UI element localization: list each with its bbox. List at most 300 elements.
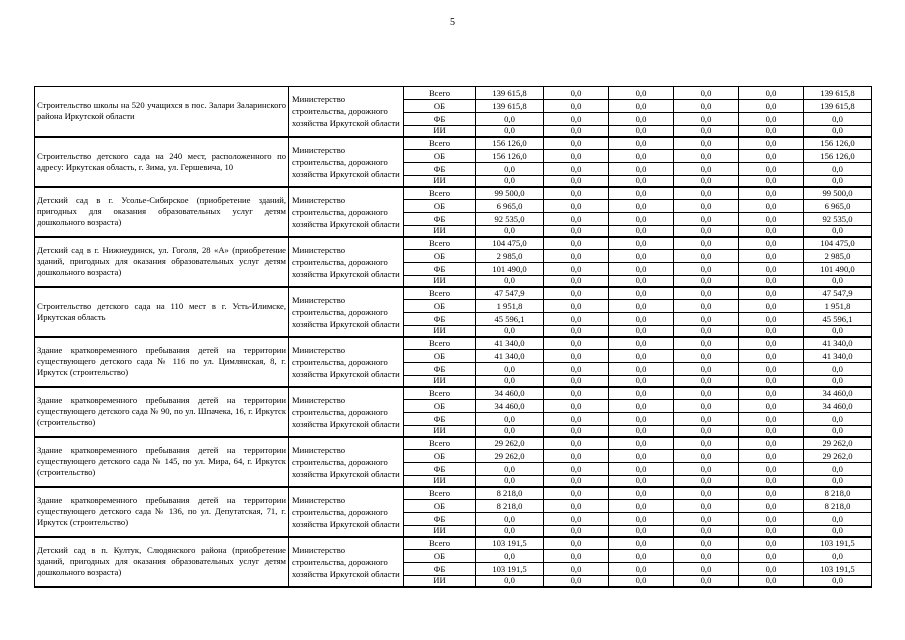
project-name-cell: Здание кратковременного пребывания детей на территории существующего детского сада № 145, по ул. Мира, 64, г. Иркутск (строительство) (35, 437, 289, 487)
total-value-cell: 0,0 (804, 363, 872, 376)
total-value-cell: 103 191,5 (804, 537, 872, 550)
value-cell: 0,0 (674, 237, 739, 250)
value-cell: 0,0 (476, 113, 544, 126)
value-cell: 0,0 (674, 537, 739, 550)
value-cell: 0,0 (674, 576, 739, 587)
total-value-cell: 0,0 (804, 326, 872, 337)
value-cell: 0,0 (544, 350, 609, 363)
funding-source-cell: Всего (404, 437, 476, 450)
value-cell: 0,0 (609, 200, 674, 213)
value-cell: 0,0 (674, 263, 739, 276)
value-cell: 0,0 (609, 537, 674, 550)
value-cell: 0,0 (544, 113, 609, 126)
total-value-cell: 0,0 (804, 113, 872, 126)
funding-source-cell: ФБ (404, 513, 476, 526)
value-cell: 0,0 (674, 163, 739, 176)
value-cell: 0,0 (544, 437, 609, 450)
project-group (35, 287, 872, 337)
value-cell: 0,0 (739, 187, 804, 200)
value-cell: 0,0 (544, 376, 609, 387)
value-cell: 0,0 (674, 187, 739, 200)
funding-source-cell: ФБ (404, 363, 476, 376)
executor-cell: Министерство строительства, дорожного хозяйства Иркутской области (289, 387, 404, 437)
funding-source-cell: ОБ (404, 400, 476, 413)
value-cell: 8 218,0 (476, 487, 544, 500)
total-value-cell: 0,0 (804, 226, 872, 237)
value-cell: 103 191,5 (476, 563, 544, 576)
value-cell: 0,0 (476, 363, 544, 376)
value-cell: 41 340,0 (476, 337, 544, 350)
value-cell: 0,0 (544, 363, 609, 376)
value-cell: 0,0 (544, 400, 609, 413)
executor-cell: Министерство строительства, дорожного хозяйства Иркутской области (289, 437, 404, 487)
funding-source-cell: ОБ (404, 150, 476, 163)
value-cell: 0,0 (739, 137, 804, 150)
value-cell: 0,0 (674, 213, 739, 226)
value-cell: 0,0 (609, 87, 674, 100)
value-cell: 0,0 (674, 476, 739, 487)
value-cell: 0,0 (544, 263, 609, 276)
value-cell: 0,0 (609, 463, 674, 476)
table-row (35, 137, 872, 150)
total-value-cell: 92 535,0 (804, 213, 872, 226)
value-cell: 45 596,1 (476, 313, 544, 326)
project-group (35, 387, 872, 437)
value-cell: 0,0 (609, 550, 674, 563)
funding-source-cell: ИИ (404, 376, 476, 387)
value-cell: 0,0 (739, 400, 804, 413)
funding-source-cell: ФБ (404, 313, 476, 326)
value-cell: 0,0 (739, 437, 804, 450)
value-cell: 99 500,0 (476, 187, 544, 200)
value-cell: 0,0 (739, 550, 804, 563)
total-value-cell: 1 951,8 (804, 300, 872, 313)
total-value-cell: 34 460,0 (804, 400, 872, 413)
funding-source-cell: ОБ (404, 250, 476, 263)
value-cell: 0,0 (739, 287, 804, 300)
value-cell: 0,0 (609, 187, 674, 200)
value-cell: 0,0 (674, 126, 739, 137)
value-cell: 0,0 (609, 476, 674, 487)
value-cell: 0,0 (544, 87, 609, 100)
total-value-cell: 0,0 (804, 426, 872, 437)
value-cell: 0,0 (739, 363, 804, 376)
value-cell: 0,0 (739, 463, 804, 476)
value-cell: 0,0 (609, 376, 674, 387)
value-cell: 47 547,9 (476, 287, 544, 300)
value-cell: 0,0 (674, 150, 739, 163)
value-cell: 0,0 (674, 337, 739, 350)
value-cell: 0,0 (544, 126, 609, 137)
value-cell: 0,0 (739, 276, 804, 287)
value-cell: 0,0 (739, 513, 804, 526)
value-cell: 0,0 (544, 426, 609, 437)
budget-table (34, 86, 872, 588)
value-cell: 0,0 (476, 426, 544, 437)
value-cell: 0,0 (739, 500, 804, 513)
value-cell: 0,0 (739, 100, 804, 113)
table-row (35, 287, 872, 300)
funding-source-cell: ОБ (404, 350, 476, 363)
funding-source-cell: ФБ (404, 563, 476, 576)
value-cell: 0,0 (674, 87, 739, 100)
total-value-cell: 103 191,5 (804, 563, 872, 576)
value-cell: 0,0 (609, 487, 674, 500)
value-cell: 0,0 (609, 126, 674, 137)
table-row (35, 537, 872, 550)
value-cell: 0,0 (739, 150, 804, 163)
value-cell: 0,0 (674, 137, 739, 150)
value-cell: 0,0 (609, 300, 674, 313)
value-cell: 0,0 (476, 376, 544, 387)
value-cell: 0,0 (674, 113, 739, 126)
total-value-cell: 47 547,9 (804, 287, 872, 300)
funding-source-cell: ФБ (404, 413, 476, 426)
value-cell: 156 126,0 (476, 150, 544, 163)
table-row (35, 337, 872, 350)
value-cell: 0,0 (674, 350, 739, 363)
value-cell: 0,0 (739, 87, 804, 100)
value-cell: 101 490,0 (476, 263, 544, 276)
total-value-cell: 0,0 (804, 413, 872, 426)
value-cell: 0,0 (739, 487, 804, 500)
value-cell: 0,0 (609, 350, 674, 363)
value-cell: 0,0 (739, 526, 804, 537)
value-cell: 0,0 (476, 163, 544, 176)
project-group (35, 87, 872, 137)
value-cell: 0,0 (544, 387, 609, 400)
value-cell: 0,0 (674, 200, 739, 213)
value-cell: 0,0 (674, 513, 739, 526)
funding-source-cell: Всего (404, 537, 476, 550)
value-cell: 0,0 (476, 526, 544, 537)
value-cell: 0,0 (674, 463, 739, 476)
project-name-cell: Детский сад в г. Усолье-Сибирское (приобретение зданий, пригодных для оказания образовательных услуг детям дошкольного возраста) (35, 187, 289, 237)
value-cell: 0,0 (739, 576, 804, 587)
value-cell: 0,0 (739, 313, 804, 326)
total-value-cell: 156 126,0 (804, 150, 872, 163)
value-cell: 0,0 (609, 137, 674, 150)
total-value-cell: 99 500,0 (804, 187, 872, 200)
value-cell: 0,0 (544, 100, 609, 113)
value-cell: 0,0 (544, 413, 609, 426)
value-cell: 0,0 (739, 476, 804, 487)
value-cell: 0,0 (739, 413, 804, 426)
project-name-cell: Детский сад в г. Нижнеудинск, ул. Гоголя, 28 «А» (приобретение зданий, пригодных для оказания образовательных услуг детям дошкольного возраста) (35, 237, 289, 287)
executor-cell: Министерство строительства, дорожного хозяйства Иркутской области (289, 337, 404, 387)
total-value-cell: 156 126,0 (804, 137, 872, 150)
value-cell: 0,0 (739, 113, 804, 126)
project-group (35, 537, 872, 587)
funding-source-cell: Всего (404, 487, 476, 500)
value-cell: 0,0 (544, 163, 609, 176)
value-cell: 0,0 (674, 276, 739, 287)
funding-source-cell: Всего (404, 237, 476, 250)
value-cell: 0,0 (674, 300, 739, 313)
value-cell: 0,0 (674, 550, 739, 563)
project-group (35, 337, 872, 387)
funding-source-cell: ФБ (404, 163, 476, 176)
value-cell: 0,0 (739, 250, 804, 263)
funding-source-cell: Всего (404, 387, 476, 400)
total-value-cell: 8 218,0 (804, 500, 872, 513)
value-cell: 0,0 (476, 413, 544, 426)
project-group (35, 187, 872, 237)
value-cell: 0,0 (544, 537, 609, 550)
value-cell: 0,0 (609, 313, 674, 326)
value-cell: 0,0 (739, 213, 804, 226)
value-cell: 0,0 (609, 450, 674, 463)
value-cell: 0,0 (609, 287, 674, 300)
value-cell: 0,0 (476, 476, 544, 487)
value-cell: 0,0 (674, 526, 739, 537)
value-cell: 2 985,0 (476, 250, 544, 263)
project-name-cell: Здание кратковременного пребывания детей на территории существующего детского сада № 116 по ул. Цимлянская, 8, г. Иркутск (строительство) (35, 337, 289, 387)
value-cell: 0,0 (544, 200, 609, 213)
value-cell: 0,0 (544, 287, 609, 300)
funding-source-cell: ИИ (404, 476, 476, 487)
value-cell: 0,0 (544, 213, 609, 226)
value-cell: 0,0 (544, 487, 609, 500)
value-cell: 0,0 (609, 263, 674, 276)
value-cell: 0,0 (674, 563, 739, 576)
page-number: 5 (450, 17, 455, 28)
value-cell: 0,0 (476, 513, 544, 526)
value-cell: 0,0 (609, 437, 674, 450)
value-cell: 0,0 (544, 337, 609, 350)
funding-source-cell: ИИ (404, 176, 476, 187)
value-cell: 0,0 (609, 426, 674, 437)
project-name-cell: Здание кратковременного пребывания детей на территории существующего детского сада № 136, по ул. Депутатская, 71, г. Иркутск (строительство) (35, 487, 289, 537)
project-name-cell: Строительство детского сада на 240 мест, расположенного по адресу: Иркутская область, г. Зима, ул. Гершевича, 10 (35, 137, 289, 187)
value-cell: 0,0 (609, 176, 674, 187)
total-value-cell: 29 262,0 (804, 437, 872, 450)
table-row (35, 187, 872, 200)
value-cell: 0,0 (739, 200, 804, 213)
value-cell: 0,0 (544, 313, 609, 326)
total-value-cell: 34 460,0 (804, 387, 872, 400)
value-cell: 0,0 (609, 513, 674, 526)
funding-source-cell: ФБ (404, 213, 476, 226)
total-value-cell: 104 475,0 (804, 237, 872, 250)
executor-cell: Министерство строительства, дорожного хозяйства Иркутской области (289, 87, 404, 137)
value-cell: 92 535,0 (476, 213, 544, 226)
funding-source-cell: ИИ (404, 426, 476, 437)
funding-source-cell: ОБ (404, 450, 476, 463)
funding-source-cell: Всего (404, 187, 476, 200)
funding-source-cell: ОБ (404, 550, 476, 563)
value-cell: 104 475,0 (476, 237, 544, 250)
total-value-cell: 139 615,8 (804, 87, 872, 100)
funding-source-cell: Всего (404, 337, 476, 350)
value-cell: 0,0 (476, 326, 544, 337)
table-row (35, 437, 872, 450)
value-cell: 0,0 (674, 387, 739, 400)
value-cell: 0,0 (674, 100, 739, 113)
executor-cell: Министерство строительства, дорожного хозяйства Иркутской области (289, 137, 404, 187)
funding-source-cell: ОБ (404, 500, 476, 513)
value-cell: 0,0 (674, 313, 739, 326)
funding-source-cell: ИИ (404, 276, 476, 287)
value-cell: 0,0 (674, 450, 739, 463)
executor-cell: Министерство строительства, дорожного хозяйства Иркутской области (289, 537, 404, 587)
value-cell: 0,0 (609, 526, 674, 537)
value-cell: 0,0 (609, 576, 674, 587)
table-row (35, 387, 872, 400)
value-cell: 0,0 (739, 350, 804, 363)
total-value-cell: 0,0 (804, 526, 872, 537)
value-cell: 0,0 (544, 513, 609, 526)
value-cell: 0,0 (476, 576, 544, 587)
value-cell: 0,0 (544, 226, 609, 237)
value-cell: 0,0 (609, 100, 674, 113)
total-value-cell: 0,0 (804, 376, 872, 387)
project-name-cell: Строительство детского сада на 110 мест в г. Усть-Илимске, Иркутская область (35, 287, 289, 337)
total-value-cell: 41 340,0 (804, 350, 872, 363)
value-cell: 0,0 (674, 413, 739, 426)
total-value-cell: 0,0 (804, 576, 872, 587)
total-value-cell: 0,0 (804, 276, 872, 287)
value-cell: 0,0 (544, 150, 609, 163)
total-value-cell: 0,0 (804, 513, 872, 526)
value-cell: 0,0 (739, 426, 804, 437)
value-cell: 0,0 (476, 176, 544, 187)
total-value-cell: 29 262,0 (804, 450, 872, 463)
total-value-cell: 0,0 (804, 550, 872, 563)
executor-cell: Министерство строительства, дорожного хозяйства Иркутской области (289, 237, 404, 287)
value-cell: 0,0 (674, 400, 739, 413)
value-cell: 0,0 (609, 363, 674, 376)
value-cell: 103 191,5 (476, 537, 544, 550)
project-name-cell: Детский сад в п. Култук, Слюдянского района (приобретение зданий, пригодных для оказания образовательных услуг детям дошкольного возраста) (35, 537, 289, 587)
value-cell: 0,0 (674, 226, 739, 237)
value-cell: 0,0 (674, 250, 739, 263)
value-cell: 0,0 (739, 450, 804, 463)
value-cell: 156 126,0 (476, 137, 544, 150)
funding-source-cell: Всего (404, 287, 476, 300)
table-row (35, 87, 872, 100)
value-cell: 0,0 (739, 387, 804, 400)
executor-cell: Министерство строительства, дорожного хозяйства Иркутской области (289, 187, 404, 237)
value-cell: 0,0 (544, 550, 609, 563)
value-cell: 0,0 (609, 326, 674, 337)
value-cell: 0,0 (739, 300, 804, 313)
total-value-cell: 6 965,0 (804, 200, 872, 213)
funding-source-cell: ИИ (404, 326, 476, 337)
total-value-cell: 0,0 (804, 463, 872, 476)
value-cell: 0,0 (544, 450, 609, 463)
value-cell: 0,0 (609, 237, 674, 250)
funding-source-cell: ФБ (404, 113, 476, 126)
value-cell: 0,0 (609, 387, 674, 400)
project-group (35, 137, 872, 187)
value-cell: 0,0 (674, 326, 739, 337)
value-cell: 0,0 (739, 163, 804, 176)
total-value-cell: 0,0 (804, 476, 872, 487)
total-value-cell: 0,0 (804, 176, 872, 187)
value-cell: 0,0 (674, 500, 739, 513)
value-cell: 0,0 (544, 476, 609, 487)
value-cell: 0,0 (674, 426, 739, 437)
value-cell: 139 615,8 (476, 100, 544, 113)
value-cell: 0,0 (476, 276, 544, 287)
funding-source-cell: ИИ (404, 526, 476, 537)
value-cell: 0,0 (544, 326, 609, 337)
funding-source-cell: ОБ (404, 300, 476, 313)
project-group (35, 237, 872, 287)
value-cell: 0,0 (544, 526, 609, 537)
funding-source-cell: ФБ (404, 463, 476, 476)
value-cell: 0,0 (476, 226, 544, 237)
value-cell: 0,0 (674, 176, 739, 187)
value-cell: 0,0 (739, 537, 804, 550)
total-value-cell: 45 596,1 (804, 313, 872, 326)
value-cell: 0,0 (544, 187, 609, 200)
value-cell: 0,0 (476, 463, 544, 476)
value-cell: 0,0 (476, 126, 544, 137)
value-cell: 29 262,0 (476, 450, 544, 463)
total-value-cell: 0,0 (804, 163, 872, 176)
value-cell: 0,0 (609, 250, 674, 263)
value-cell: 0,0 (544, 137, 609, 150)
funding-source-cell: ИИ (404, 576, 476, 587)
project-name-cell: Строительство школы на 520 учащихся в пос. Залари Заларинского района Иркутской области (35, 87, 289, 137)
value-cell: 0,0 (674, 287, 739, 300)
value-cell: 0,0 (544, 463, 609, 476)
funding-source-cell: ОБ (404, 100, 476, 113)
table-row (35, 487, 872, 500)
value-cell: 0,0 (674, 437, 739, 450)
executor-cell: Министерство строительства, дорожного хозяйства Иркутской области (289, 487, 404, 537)
value-cell: 0,0 (609, 213, 674, 226)
value-cell: 0,0 (544, 250, 609, 263)
total-value-cell: 2 985,0 (804, 250, 872, 263)
value-cell: 0,0 (544, 576, 609, 587)
value-cell: 0,0 (544, 500, 609, 513)
value-cell: 0,0 (739, 263, 804, 276)
total-value-cell: 101 490,0 (804, 263, 872, 276)
value-cell: 34 460,0 (476, 400, 544, 413)
value-cell: 0,0 (739, 326, 804, 337)
value-cell: 8 218,0 (476, 500, 544, 513)
value-cell: 0,0 (476, 550, 544, 563)
value-cell: 0,0 (739, 376, 804, 387)
total-value-cell: 8 218,0 (804, 487, 872, 500)
value-cell: 0,0 (739, 563, 804, 576)
value-cell: 0,0 (609, 400, 674, 413)
funding-source-cell: ОБ (404, 200, 476, 213)
value-cell: 0,0 (739, 237, 804, 250)
project-name-cell: Здание кратковременного пребывания детей на территории существующего детского сада № 90, по ул. Шпачека, 16, г. Иркутск (строительство) (35, 387, 289, 437)
executor-cell: Министерство строительства, дорожного хозяйства Иркутской области (289, 287, 404, 337)
value-cell: 0,0 (609, 150, 674, 163)
value-cell: 0,0 (609, 226, 674, 237)
table-row (35, 237, 872, 250)
value-cell: 0,0 (544, 237, 609, 250)
value-cell: 0,0 (739, 176, 804, 187)
value-cell: 0,0 (544, 563, 609, 576)
funding-source-cell: ИИ (404, 226, 476, 237)
value-cell: 0,0 (609, 337, 674, 350)
total-value-cell: 0,0 (804, 126, 872, 137)
value-cell: 139 615,8 (476, 87, 544, 100)
project-group (35, 437, 872, 487)
value-cell: 0,0 (674, 487, 739, 500)
funding-source-cell: Всего (404, 137, 476, 150)
value-cell: 0,0 (609, 113, 674, 126)
value-cell: 0,0 (544, 276, 609, 287)
total-value-cell: 41 340,0 (804, 337, 872, 350)
